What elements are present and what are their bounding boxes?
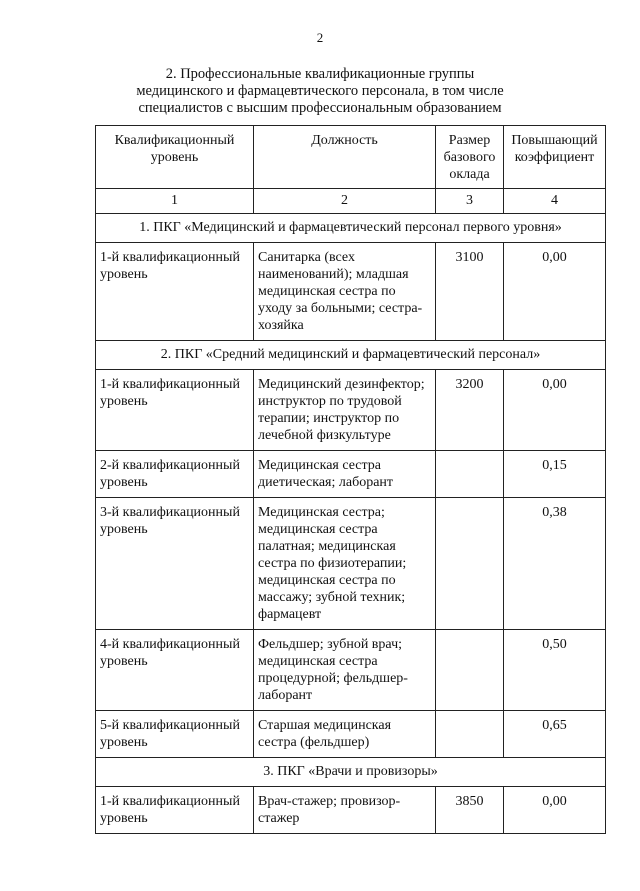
level-cell: 1-й квалификационный уровень xyxy=(96,370,254,451)
header-coefficient: Повышающий коэффициент xyxy=(504,126,606,189)
salary-cell xyxy=(436,630,504,711)
level-cell: 4-й квалификационный уровень xyxy=(96,630,254,711)
coefficient-cell: 0,50 xyxy=(504,630,606,711)
table-row xyxy=(96,630,606,711)
coefficient-cell: 0,15 xyxy=(504,451,606,498)
column-numbers-row xyxy=(96,189,606,214)
position-cell: Фельдшер; зубной врач; медицинская сестра процедурной; фельдшер-лаборант xyxy=(254,630,436,711)
column-number: 4 xyxy=(504,189,606,214)
position-cell: Старшая медицинская сестра (фельдшер) xyxy=(254,711,436,758)
column-number: 2 xyxy=(254,189,436,214)
coefficient-cell: 0,00 xyxy=(504,243,606,341)
section-heading xyxy=(0,66,640,117)
salary-cell: 3200 xyxy=(436,370,504,451)
header-position: Должность xyxy=(254,126,436,189)
table-row xyxy=(96,498,606,630)
column-number: 1 xyxy=(96,189,254,214)
salary-cell xyxy=(436,498,504,630)
group-row xyxy=(96,758,606,787)
salary-cell xyxy=(436,711,504,758)
position-cell: Медицинская сестра; медицинская сестра палатная; медицинская сестра по физиотерапии; медицинская сестра по массажу; зубной техник; фармацевт xyxy=(254,498,436,630)
group-row xyxy=(96,214,606,243)
table-row xyxy=(96,711,606,758)
table-row xyxy=(96,243,606,341)
group-title: 1. ПКГ «Медицинский и фармацевтический персонал первого уровня» xyxy=(96,214,606,243)
position-cell: Медицинский дезинфектор; инструктор по трудовой терапии; инструктор по лечебной физкультуре xyxy=(254,370,436,451)
salary-cell: 3100 xyxy=(436,243,504,341)
level-cell: 1-й квалификационный уровень xyxy=(96,787,254,834)
heading-line-1: 2. Профессиональные квалификационные группы xyxy=(165,66,475,82)
header-salary: Размер базового оклада xyxy=(436,126,504,189)
page-number: 2 xyxy=(316,30,324,45)
coefficient-cell: 0,38 xyxy=(504,498,606,630)
group-title: 2. ПКГ «Средний медицинский и фармацевтический персонал» xyxy=(96,341,606,370)
heading-line-2: медицинского и фармацевтического персонала, в том числе xyxy=(136,83,504,99)
salary-cell: 3850 xyxy=(436,787,504,834)
qualification-groups-table xyxy=(95,125,606,834)
coefficient-cell: 0,00 xyxy=(504,370,606,451)
header-level: Квалификационный уровень xyxy=(96,126,254,189)
level-cell: 2-й квалификационный уровень xyxy=(96,451,254,498)
column-number: 3 xyxy=(436,189,504,214)
group-title: 3. ПКГ «Врачи и провизоры» xyxy=(96,758,606,787)
position-cell: Санитарка (всех наименований); младшая медицинская сестра по уходу за больными; сестра-хозяйка xyxy=(254,243,436,341)
level-cell: 1-й квалификационный уровень xyxy=(96,243,254,341)
table-row xyxy=(96,370,606,451)
position-cell: Медицинская сестра диетическая; лаборант xyxy=(254,451,436,498)
coefficient-cell: 0,00 xyxy=(504,787,606,834)
position-cell: Врач-стажер; провизор-стажер xyxy=(254,787,436,834)
group-row xyxy=(96,341,606,370)
salary-cell xyxy=(436,451,504,498)
table-row xyxy=(96,787,606,834)
level-cell: 5-й квалификационный уровень xyxy=(96,711,254,758)
level-cell: 3-й квалификационный уровень xyxy=(96,498,254,630)
table-row xyxy=(96,451,606,498)
coefficient-cell: 0,65 xyxy=(504,711,606,758)
heading-line-3: специалистов с высшим профессиональным образованием xyxy=(138,100,502,116)
